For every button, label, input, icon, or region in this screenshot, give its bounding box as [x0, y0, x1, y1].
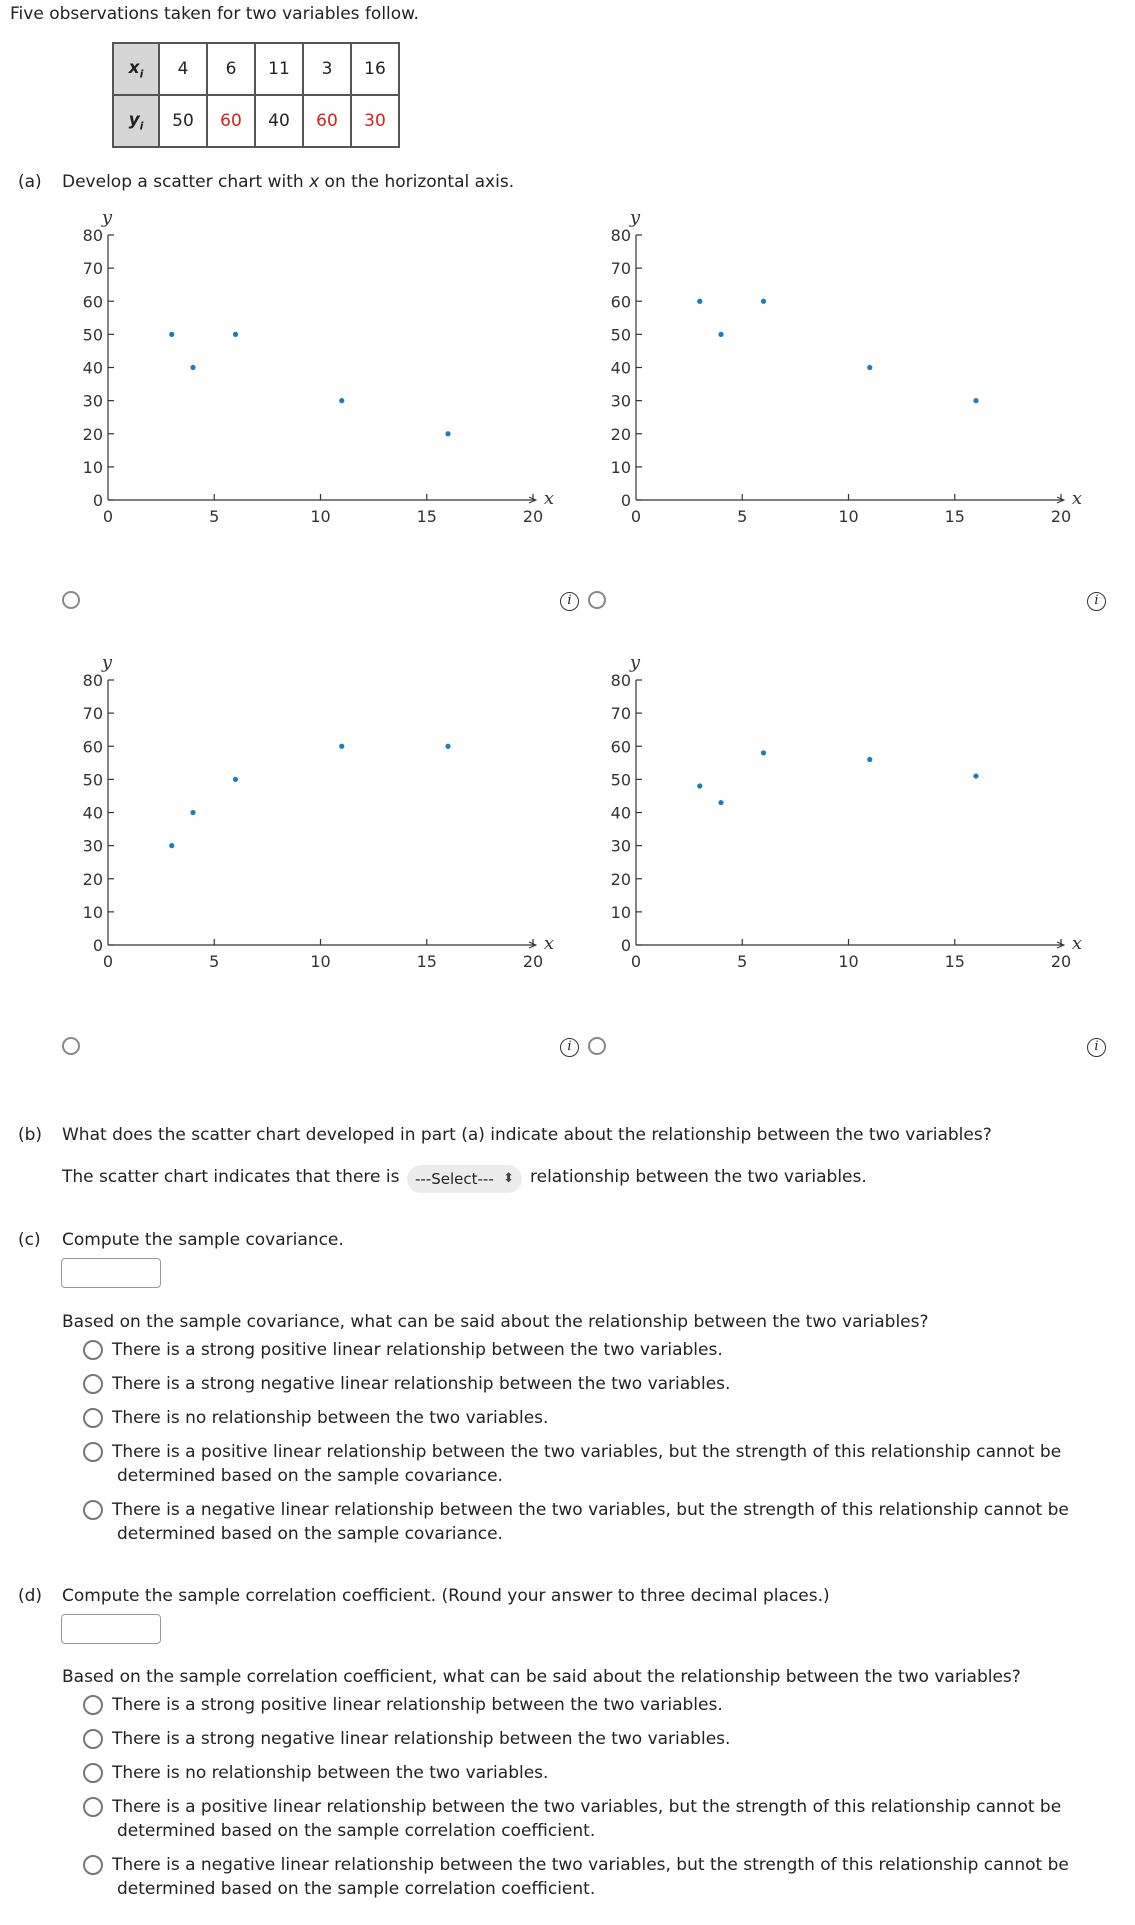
radio-icon[interactable] [83, 1695, 103, 1715]
part-b-sentence-after: relationship between the two variables. [530, 1167, 867, 1187]
x-tick-label: 20 [522, 952, 544, 971]
x-axis-label: x [543, 933, 555, 954]
y-tick-label: 0 [92, 936, 103, 955]
option-label: There is a strong positive linear relationship between the two variables. [112, 1695, 723, 1715]
y-tick-label: 50 [610, 770, 631, 790]
data-point [761, 299, 766, 304]
radio-icon[interactable] [83, 1763, 103, 1783]
radio-icon[interactable] [83, 1442, 103, 1462]
covariance-input[interactable] [61, 1258, 161, 1288]
y-cell: 60 [207, 95, 255, 147]
scatter-plot-c [60, 645, 560, 985]
correlation-followup: Based on the sample correlation coefficient, what can be said about the relationship between the two variables? [62, 1667, 1021, 1687]
plot-a-info-icon[interactable]: i [560, 592, 579, 611]
y-tick-label: 10 [82, 457, 103, 477]
plot-b-info-icon[interactable]: i [1087, 592, 1106, 611]
y-tick-label: 30 [610, 836, 631, 856]
option-label: There is a strong negative linear relationship between the two variables. [112, 1374, 731, 1394]
scatter-plot-b [588, 200, 1088, 540]
plot-c-radio[interactable] [62, 1037, 80, 1055]
plot-b-radio[interactable] [588, 591, 606, 609]
data-point [169, 843, 174, 848]
option-label-cont: determined based on the sample correlation coefficient. [117, 1821, 596, 1841]
x-cell: 16 [351, 43, 399, 95]
x-tick-label: 15 [416, 952, 437, 971]
option-label: There is a negative linear relationship between the two variables, but the strength of this relationship cannot be [112, 1855, 1069, 1875]
y-tick-label: 40 [610, 358, 631, 378]
x-tick-label: 0 [102, 507, 114, 526]
y-tick-label: 50 [82, 770, 103, 790]
option-label: There is a negative linear relationship between the two variables, but the strength of this relationship cannot be [112, 1500, 1069, 1520]
x-tick-label: 5 [209, 507, 220, 526]
x-tick-label: 5 [737, 507, 748, 526]
y-tick-label: 40 [610, 803, 631, 823]
y-tick-label: 10 [610, 457, 631, 477]
option-label: There is a strong negative linear relationship between the two variables. [112, 1729, 731, 1749]
radio-icon[interactable] [83, 1374, 103, 1394]
y-tick-label: 60 [82, 737, 103, 757]
part-a-question: (a) Develop a scatter chart with x on the horizontal axis. [18, 172, 515, 192]
data-point [445, 744, 450, 749]
data-point [973, 773, 978, 778]
y-tick-label: 80 [82, 226, 103, 245]
data-point [233, 777, 238, 782]
y-tick-label: 0 [92, 491, 103, 510]
y-tick-label: 20 [610, 424, 631, 444]
x-tick-label: 0 [102, 952, 114, 971]
data-point [190, 365, 195, 370]
x-cell: 11 [255, 43, 303, 95]
data-point [445, 431, 450, 436]
select-chevron-icon: ⬍ [503, 1171, 514, 1186]
y-cell: 50 [159, 95, 207, 147]
x-axis-label: x [543, 488, 555, 509]
option-label-cont: determined based on the sample correlation coefficient. [117, 1879, 596, 1899]
y-tick-label: 80 [610, 226, 631, 245]
x-axis-label: x [1071, 488, 1083, 509]
y-tick-label: 20 [82, 424, 103, 444]
y-axis-label: y [101, 207, 113, 228]
x-tick-label: 0 [630, 507, 642, 526]
x-tick-label: 10 [838, 952, 859, 971]
y-tick-label: 50 [610, 325, 631, 345]
x-tick-label: 20 [522, 507, 544, 526]
y-axis-label: y [629, 652, 641, 673]
data-point [169, 332, 174, 337]
option-label: There is a strong positive linear relationship between the two variables. [112, 1340, 723, 1360]
y-tick-label: 70 [82, 704, 103, 724]
y-tick-label: 80 [610, 671, 631, 690]
radio-icon[interactable] [83, 1500, 103, 1520]
y-tick-label: 70 [610, 704, 631, 724]
data-point [761, 750, 766, 755]
y-tick-label: 40 [82, 358, 103, 378]
y-tick-label: 70 [82, 259, 103, 279]
data-point [867, 365, 872, 370]
y-tick-label: 80 [82, 671, 103, 690]
option-label: There is a positive linear relationship between the two variables, but the strength of this relationship cannot be [112, 1797, 1062, 1817]
y-tick-label: 60 [610, 292, 631, 312]
y-tick-label: 20 [82, 869, 103, 889]
y-tick-label: 30 [82, 391, 103, 411]
radio-icon[interactable] [83, 1797, 103, 1817]
data-point [973, 398, 978, 403]
part-c-question: (c) Compute the sample covariance. [18, 1230, 344, 1250]
relationship-select[interactable] [407, 1165, 522, 1193]
radio-icon[interactable] [83, 1855, 103, 1875]
y-cell: 30 [351, 95, 399, 147]
data-point [718, 800, 723, 805]
x-tick-label: 15 [944, 952, 965, 971]
covariance-followup: Based on the sample covariance, what can be said about the relationship between the two variables? [62, 1312, 929, 1332]
y-tick-label: 60 [610, 737, 631, 757]
y-tick-label: 0 [620, 936, 631, 955]
data-point [718, 332, 723, 337]
x-axis-label: x [1071, 933, 1083, 954]
plot-a-radio[interactable] [62, 591, 80, 609]
x-tick-label: 10 [310, 952, 331, 971]
intro-text: Five observations taken for two variables follow. [10, 4, 419, 24]
x-tick-label: 10 [310, 507, 331, 526]
y-tick-label: 10 [82, 902, 103, 922]
y-tick-label: 10 [610, 902, 631, 922]
scatter-plot-d [588, 645, 1088, 985]
option-label: There is no relationship between the two variables. [112, 1408, 549, 1428]
y-tick-label: 70 [610, 259, 631, 279]
data-point [697, 783, 702, 788]
data-point [339, 398, 344, 403]
data-point [233, 332, 238, 337]
x-cell: 4 [159, 43, 207, 95]
y-tick-label: 50 [82, 325, 103, 345]
x-tick-label: 10 [838, 507, 859, 526]
y-tick-label: 40 [82, 803, 103, 823]
y-cell: 40 [255, 95, 303, 147]
x-tick-label: 20 [1050, 952, 1072, 971]
data-point [867, 757, 872, 762]
x-header: $x_i$ [113, 43, 159, 95]
data-point [190, 810, 195, 815]
y-header: $y_i$ [113, 95, 159, 147]
x-tick-label: 15 [416, 507, 437, 526]
x-tick-label: 5 [209, 952, 220, 971]
x-cell: 6 [207, 43, 255, 95]
plot-c-info-icon[interactable]: i [560, 1038, 579, 1057]
option-label-cont: determined based on the sample covariance. [117, 1524, 503, 1544]
scatter-plot-a [60, 200, 560, 540]
y-cell: 60 [303, 95, 351, 147]
plot-d-info-icon[interactable]: i [1087, 1038, 1106, 1057]
part-b-question: (b) What does the scatter chart developed in part (a) indicate about the relationship between the two variables? [18, 1125, 992, 1145]
data-point [697, 299, 702, 304]
option-label: There is a positive linear relationship between the two variables, but the strength of this relationship cannot be [112, 1442, 1062, 1462]
relationship-select-value: ---Select--- [415, 1170, 494, 1188]
part-b-sentence-before: The scatter chart indicates that there is [62, 1167, 400, 1187]
data-point [339, 744, 344, 749]
x-cell: 3 [303, 43, 351, 95]
y-tick-label: 60 [82, 292, 103, 312]
x-tick-label: 15 [944, 507, 965, 526]
y-tick-label: 0 [620, 491, 631, 510]
observations-table [112, 42, 400, 148]
y-tick-label: 30 [610, 391, 631, 411]
x-row [113, 43, 399, 95]
radio-icon[interactable] [83, 1340, 103, 1360]
y-row [113, 95, 399, 147]
x-tick-label: 0 [630, 952, 642, 971]
radio-icon[interactable] [83, 1729, 103, 1749]
x-tick-label: 20 [1050, 507, 1072, 526]
x-tick-label: 5 [737, 952, 748, 971]
plot-d-radio[interactable] [588, 1037, 606, 1055]
option-label-cont: determined based on the sample covariance. [117, 1466, 503, 1486]
radio-icon[interactable] [83, 1408, 103, 1428]
part-d-question: (d) Compute the sample correlation coefficient. (Round your answer to three decimal places.) [18, 1586, 830, 1606]
y-tick-label: 30 [82, 836, 103, 856]
correlation-input[interactable] [61, 1614, 161, 1644]
option-label: There is no relationship between the two variables. [112, 1763, 549, 1783]
y-tick-label: 20 [610, 869, 631, 889]
y-axis-label: y [101, 652, 113, 673]
y-axis-label: y [629, 207, 641, 228]
